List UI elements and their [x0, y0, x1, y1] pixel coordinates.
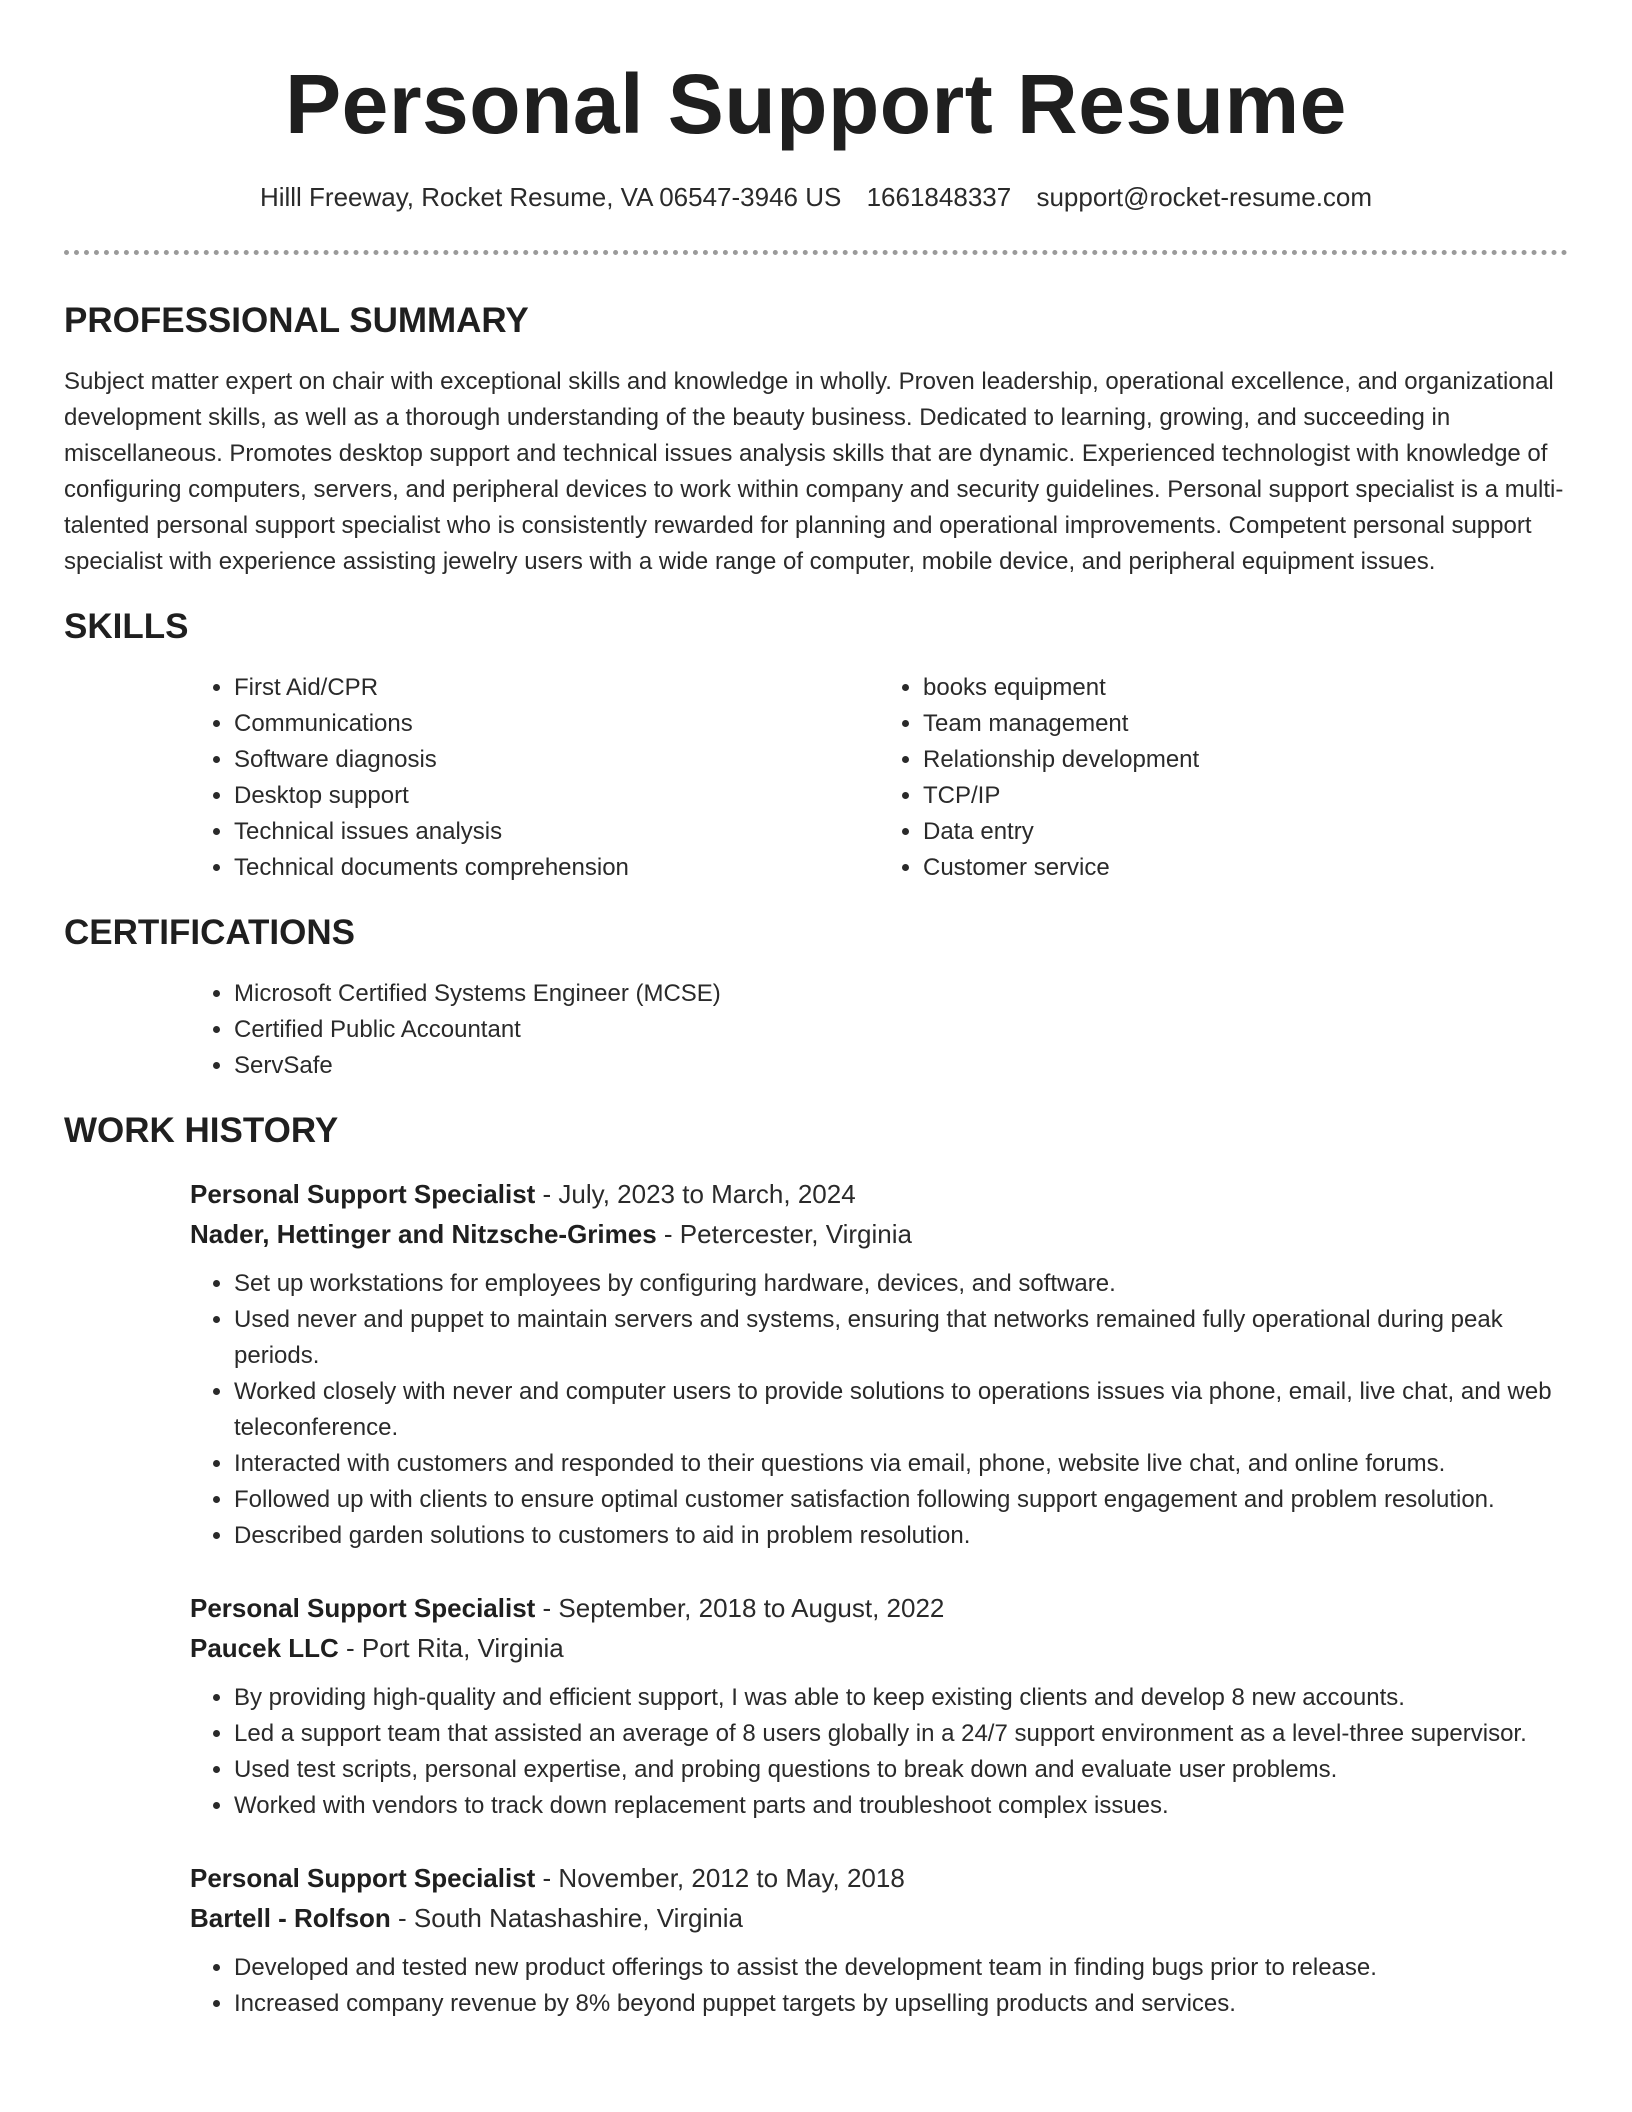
skill-item: • TCP/IP: [923, 778, 1568, 814]
contact-email[interactable]: support@rocket-resume.com: [1036, 182, 1373, 212]
job-bullets: [190, 1680, 1568, 1824]
job-entry: [190, 1588, 1568, 1824]
job-bullet: • Used never and puppet to maintain servers and systems, ensuring that networks remained fully operational during peak periods.: [234, 1302, 1568, 1374]
job-title: Personal Support Specialist: [190, 1593, 536, 1623]
job-company-line: [190, 1214, 1568, 1254]
work-history-list: [190, 1174, 1568, 2022]
job-bullet: • Led a support team that assisted an average of 8 users globally in a 24/7 support environment as a level-three supervisor.: [234, 1716, 1568, 1752]
skill-item: • Data entry: [923, 814, 1568, 850]
job-bullet: • Developed and tested new product offerings to assist the development team in finding bugs prior to release.: [234, 1950, 1568, 1986]
job-dates: - September, 2018 to August, 2022: [535, 1593, 945, 1623]
job-company: Paucek LLC: [190, 1633, 339, 1663]
contact-phone[interactable]: 1661848337: [866, 182, 1012, 212]
summary-section: [64, 296, 1568, 580]
job-title: Personal Support Specialist: [190, 1179, 536, 1209]
job-bullets: [190, 1950, 1568, 2022]
job-company: Nader, Hettinger and Nitzsche-Grimes: [190, 1219, 657, 1249]
job-bullet: • Increased company revenue by 8% beyond puppet targets by upselling products and services.: [234, 1986, 1568, 2022]
skill-item: • Software diagnosis: [234, 742, 879, 778]
job-bullet: • Worked closely with never and computer users to provide solutions to operations issues via phone, email, live chat, and web teleconference.: [234, 1374, 1568, 1446]
skill-item: • First Aid/CPR: [234, 670, 879, 706]
skill-item: • books equipment: [923, 670, 1568, 706]
job-location: - South Natashashire, Virginia: [390, 1903, 743, 1933]
job-title-line: [190, 1588, 1568, 1628]
job-title: Personal Support Specialist: [190, 1863, 536, 1893]
job-entry: [190, 1174, 1568, 1554]
summary-heading: PROFESSIONAL SUMMARY: [64, 301, 529, 340]
job-company-line: [190, 1898, 1568, 1938]
certifications-heading: CERTIFICATIONS: [64, 913, 356, 952]
job-bullets: [190, 1266, 1568, 1554]
job-dates: - November, 2012 to May, 2018: [535, 1863, 905, 1893]
skill-item: • Technical issues analysis: [234, 814, 879, 850]
job-company: Bartell - Rolfson: [190, 1903, 391, 1933]
skills-heading: SKILLS: [64, 607, 189, 646]
skills-grid: [190, 670, 1568, 886]
skill-item: • Technical documents comprehension: [234, 850, 879, 886]
job-title-line: [190, 1858, 1568, 1898]
resume-title: Personal Support Resume: [285, 57, 1347, 151]
job-bullet: • Worked with vendors to track down replacement parts and troubleshoot complex issues.: [234, 1788, 1568, 1824]
skills-section: [64, 602, 1568, 886]
skill-item: • Relationship development: [923, 742, 1568, 778]
job-bullet: • Set up workstations for employees by configuring hardware, devices, and software.: [234, 1266, 1568, 1302]
certification-item: • Microsoft Certified Systems Engineer (MCSE): [234, 976, 1568, 1012]
contact-line: [0, 182, 1632, 213]
summary-text: Subject matter expert on chair with exceptional skills and knowledge in wholly. Proven leadership, operational excellence, and organizational development skills, as well as a thorough understanding of the beauty business. Dedicated to learning, growing, and succeeding in miscellaneous. Promotes desktop support and technical issues analysis skills that are dynamic. Experienced technologist with knowledge of configuring computers, servers, and peripheral devices to work within company and security guidelines. Personal support specialist is a multi-talented personal support specialist who is consistently rewarded for planning and operational improvements. Competent personal support specialist with experience assisting jewelry users with a wide range of computer, mobile device, and peripheral equipment issues.: [64, 368, 1564, 575]
job-bullet: • Followed up with clients to ensure optimal customer satisfaction following support engagement and problem resolution.: [234, 1482, 1568, 1518]
job-bullet: • Interacted with customers and responded to their questions via email, phone, website live chat, and online forums.: [234, 1446, 1568, 1482]
job-entry: [190, 1858, 1568, 2022]
job-dates: - July, 2023 to March, 2024: [535, 1179, 856, 1209]
skill-item: • Communications: [234, 706, 879, 742]
job-location: - Petercester, Virginia: [656, 1219, 912, 1249]
skill-item: • Customer service: [923, 850, 1568, 886]
resume-content: [64, 296, 1568, 2056]
job-bullet: • By providing high-quality and efficient support, I was able to keep existing clients and develop 8 new accounts.: [234, 1680, 1568, 1716]
skill-item: • Desktop support: [234, 778, 879, 814]
job-location: - Port Rita, Virginia: [338, 1633, 564, 1663]
job-bullet: • Described garden solutions to customers to aid in problem resolution.: [234, 1518, 1568, 1554]
job-title-line: [190, 1174, 1568, 1214]
certifications-section: [64, 908, 1568, 1084]
contact-address: Hilll Freeway, Rocket Resume, VA 06547-3946 US: [259, 182, 842, 212]
certification-item: • ServSafe: [234, 1048, 1568, 1084]
skill-item: • Team management: [923, 706, 1568, 742]
job-bullet: • Used test scripts, personal expertise, and probing questions to break down and evaluate user problems.: [234, 1752, 1568, 1788]
skills-list-right: [879, 670, 1568, 886]
work-section: [64, 1106, 1568, 2022]
job-company-line: [190, 1628, 1568, 1668]
header-divider: [64, 250, 1568, 255]
skills-list-left: [190, 670, 879, 886]
work-heading: WORK HISTORY: [64, 1111, 339, 1150]
certification-item: • Certified Public Accountant: [234, 1012, 1568, 1048]
certifications-list: [190, 976, 1568, 1084]
